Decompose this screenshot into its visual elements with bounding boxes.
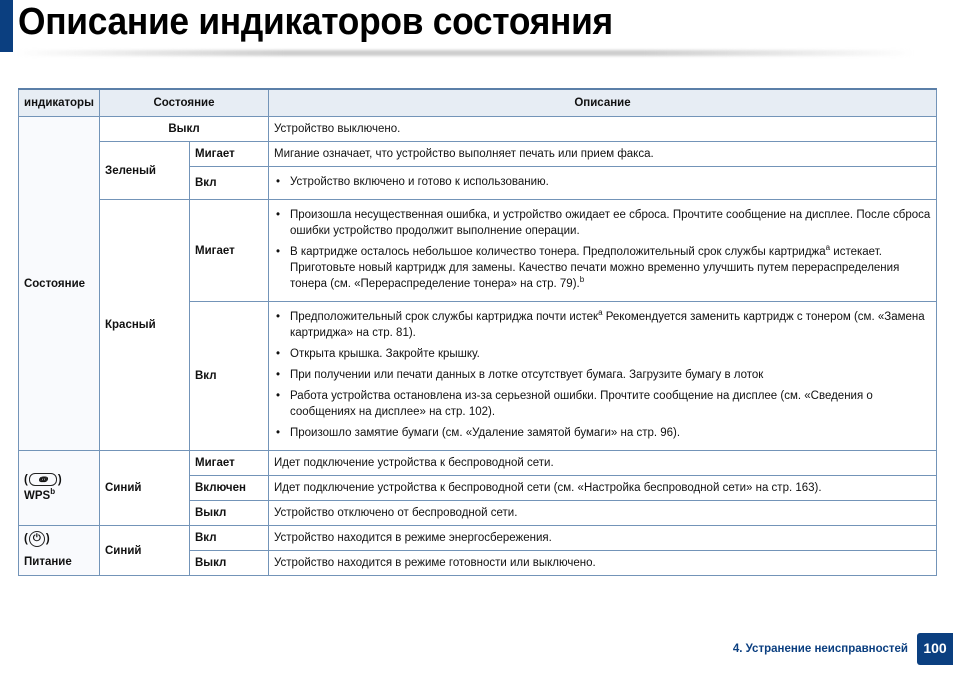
power-label: Питание <box>24 555 72 568</box>
footer-section-link[interactable]: 4. Устранение неисправностей <box>732 643 908 655</box>
table-row <box>19 200 937 302</box>
description-wps-blink: Идет подключение устройства к беспроводной сети. <box>269 451 937 476</box>
mode-wps-off: Выкл <box>190 501 269 526</box>
mode-red-blink: Мигает <box>190 200 269 302</box>
indicator-wps <box>19 451 100 526</box>
mode-wps-on: Включен <box>190 476 269 501</box>
mode-power-on: Вкл <box>190 526 269 551</box>
bullet-text: В картридже осталось небольшое количество тонера. Предположительный срок службы картриджа <box>290 246 826 258</box>
bullet-item <box>274 309 931 341</box>
footnote-marker: a <box>825 243 831 253</box>
wps-label: WPS <box>24 490 51 502</box>
wps-button-icon: ↈ <box>29 473 57 486</box>
bullet-item: • Произошло замятие бумаги (см. «Удаление замятой бумаги» на стр. 96). <box>274 425 931 441</box>
table-row <box>19 526 937 551</box>
bullet-text: Предположительный срок службы картриджа почти истек <box>290 311 599 323</box>
description-green-blink: Мигание означает, что устройство выполняет печать или прием факса. <box>269 142 937 167</box>
status-indicators-table <box>18 88 937 576</box>
bullet-item <box>274 244 931 292</box>
paren: ( <box>24 474 28 486</box>
color-green: Зеленый <box>100 142 190 200</box>
description-red-blink <box>269 200 937 302</box>
power-icon: ⏻ <box>29 531 45 547</box>
color-wps-blue: Синий <box>100 451 190 526</box>
description-green-on <box>269 167 937 200</box>
table-row <box>19 117 937 142</box>
description-power-on: Устройство находится в режиме энергосбережения. <box>269 526 937 551</box>
footnote-marker: b <box>579 275 585 285</box>
page-title: Описание индикаторов состояния <box>18 1 613 43</box>
title-accent-bar <box>0 0 13 52</box>
bullet-text: Рекомендуется заменить картридж с тонером (см. «Замена картриджа» на стр. 81). <box>290 311 925 339</box>
mode-red-on: Вкл <box>190 302 269 451</box>
description-wps-off: Устройство отключено от беспроводной сети. <box>269 501 937 526</box>
header-description: Описание <box>269 89 937 117</box>
title-underline-shadow <box>14 50 914 56</box>
footnote-marker: a <box>598 308 603 318</box>
paren: ) <box>45 533 50 546</box>
table-row <box>19 451 937 476</box>
mode-green-on: Вкл <box>190 167 269 200</box>
color-power-blue: Синий <box>100 526 190 576</box>
paren: ) <box>57 474 62 486</box>
table-header-row <box>19 89 937 117</box>
bullet-item: • Работа устройства остановлена из-за серьезной ошибки. Прочтите сообщение на дисплее (см. «Сведения о сообщениях на дисплее» на стр. 102). <box>274 388 931 420</box>
mode-green-blink: Мигает <box>190 142 269 167</box>
indicator-status: Состояние <box>19 117 100 451</box>
paren: ( <box>24 533 28 546</box>
description-red-on <box>269 302 937 451</box>
bullet-item: • При получении или печати данных в лотке отсутствует бумага. Загрузите бумагу в лоток <box>274 367 931 383</box>
header-state: Состояние <box>100 89 269 117</box>
state-off: Выкл <box>100 117 269 142</box>
mode-power-off: Выкл <box>190 551 269 576</box>
bullet-text: истекает. Приготовьте новый картридж для замены. Качество печати можно временно улучшить путем перераспределения тонера (см. «Перераспределение тонера» на стр. 79). <box>290 246 900 290</box>
table-row <box>19 142 937 167</box>
bullet-item: • Произошла несущественная ошибка, и устройство ожидает ее сброса. Прочтите сообщение на дисплее. После сброса ошибки устройство продолжит выполнение операции. <box>274 207 931 239</box>
bullet-item: • Устройство включено и готово к использованию. <box>274 174 931 190</box>
footnote-marker: b <box>50 487 56 497</box>
mode-wps-blink: Мигает <box>190 451 269 476</box>
description-off: Устройство выключено. <box>269 117 937 142</box>
page-number-badge: 100 <box>917 633 953 665</box>
indicator-power <box>19 526 100 576</box>
description-wps-on: Идет подключение устройства к беспроводной сети (см. «Настройка беспроводной сети» на стр. 163). <box>269 476 937 501</box>
color-red: Красный <box>100 200 190 451</box>
header-indicators: индикаторы <box>19 89 100 117</box>
bullet-item: • Открыта крышка. Закройте крышку. <box>274 346 931 362</box>
description-power-off: Устройство находится в режиме готовности или выключено. <box>269 551 937 576</box>
